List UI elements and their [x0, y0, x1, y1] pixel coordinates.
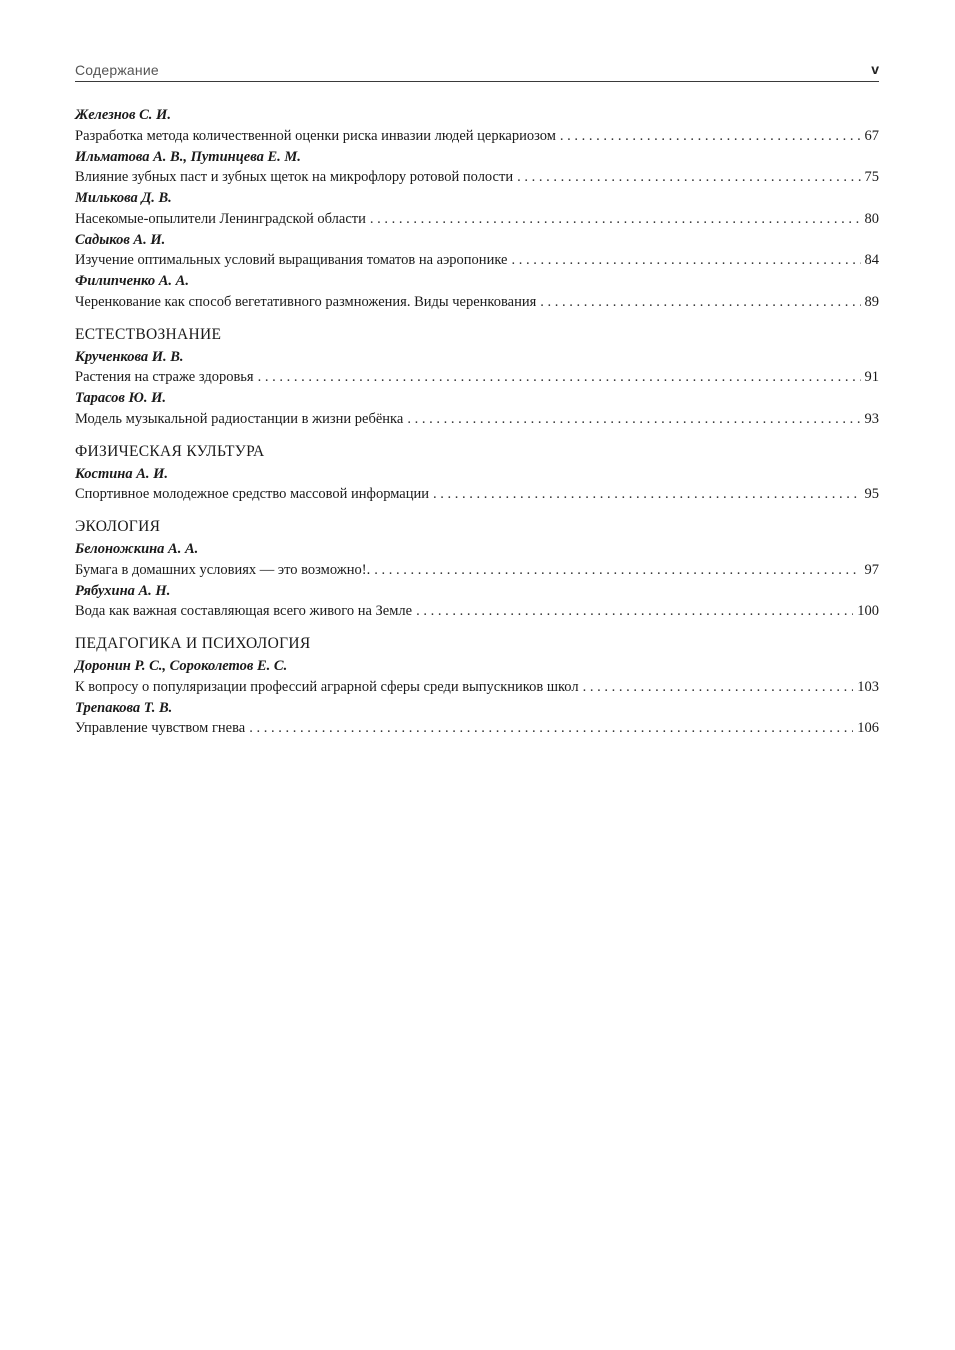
toc-item — [75, 147, 879, 189]
toc-entry-page: 91 — [864, 369, 879, 385]
toc-entry-page: 67 — [864, 127, 879, 144]
toc-entry-page: 84 — [864, 252, 879, 268]
toc-entry-page: 93 — [864, 410, 879, 427]
toc-entry-link[interactable] — [75, 560, 879, 581]
toc-entry-page: 97 — [864, 561, 879, 578]
section-heading: ЕСТЕСТВОЗНАНИЕ — [75, 325, 222, 343]
dot-leader — [540, 292, 860, 313]
toc-author: Филипченко А. А. — [75, 273, 189, 289]
toc-entry-link[interactable] — [75, 601, 879, 622]
toc-item — [75, 464, 879, 506]
toc-item — [75, 656, 879, 698]
dot-leader — [374, 560, 860, 581]
toc-entry-link[interactable] — [75, 209, 879, 230]
toc-entry-title: Вода как важная составляющая всего живого на Земле — [75, 603, 413, 619]
dot-leader — [407, 409, 860, 430]
toc-author: Крученкова И. В. — [75, 348, 184, 365]
toc-entry-title: Бумага в домашних условиях — это возможно!. — [75, 561, 371, 578]
table-of-contents — [75, 105, 879, 739]
toc-entry-title: К вопросу о популяризации профессий аграрной сферы среди выпускников школ — [75, 678, 579, 695]
toc-entry-page: 100 — [857, 603, 879, 619]
dot-leader — [517, 167, 860, 188]
dot-leader — [433, 484, 860, 505]
toc-author: Костина А. И. — [75, 465, 169, 482]
section-heading: ФИЗИЧЕСКАЯ КУЛЬТУРА — [75, 442, 265, 460]
toc-entry-title: Влияние зубных паст и зубных щеток на микрофлору ротовой полости — [75, 169, 514, 185]
toc-author: Железнов С. И. — [75, 107, 171, 123]
toc-item — [75, 188, 879, 230]
section-heading: ЭКОЛОГИЯ — [75, 518, 161, 535]
toc-entry-link[interactable] — [75, 167, 879, 188]
toc-entry-link[interactable] — [75, 250, 879, 271]
toc-entry-page: 89 — [864, 293, 879, 310]
running-head-title: Содержание — [75, 62, 159, 78]
dot-leader — [583, 677, 854, 698]
toc-item — [75, 271, 879, 313]
page-number: v — [871, 61, 879, 77]
toc-author: Тарасов Ю. И. — [75, 390, 166, 406]
toc-entry-page: 75 — [864, 169, 879, 185]
toc-entry-link[interactable] — [75, 292, 879, 313]
toc-entry-link[interactable] — [75, 126, 879, 147]
toc-entry-title: Растения на страже здоровья — [75, 369, 254, 385]
dot-leader — [370, 209, 861, 230]
toc-author: Рябухина А. Н. — [75, 582, 171, 599]
dot-leader — [560, 126, 861, 147]
toc-author: Доронин Р. С., Сороколетов Е. С. — [75, 658, 288, 674]
toc-item — [75, 539, 879, 581]
toc-entry-page: 80 — [864, 210, 879, 227]
toc-entry-link[interactable] — [75, 409, 879, 430]
dot-leader — [416, 601, 853, 622]
section-heading: ПЕДАГОГИКА И ПСИХОЛОГИЯ — [75, 635, 311, 652]
toc-entry-page: 95 — [864, 486, 879, 502]
toc-entry-link[interactable] — [75, 677, 879, 698]
toc-author: Белоножкина А. А. — [75, 541, 199, 557]
toc-author: Милькова Д. В. — [75, 190, 172, 206]
toc-item — [75, 388, 879, 430]
toc-entry-link[interactable] — [75, 718, 879, 739]
toc-author: Ильматова А. В., Путинцева Е. М. — [75, 148, 301, 165]
toc-entry-title: Управление чувством гнева — [75, 720, 246, 736]
toc-entry-title: Спортивное молодежное средство массовой информации — [75, 486, 430, 502]
toc-entry-page: 103 — [857, 678, 879, 695]
dot-leader — [511, 250, 860, 271]
toc-item — [75, 581, 879, 623]
toc-item — [75, 698, 879, 740]
toc-item — [75, 347, 879, 389]
toc-entry-link[interactable] — [75, 367, 879, 388]
toc-entry-title: Насекомые-опылители Ленинградской области — [75, 210, 366, 227]
toc-author: Трепакова Т. В. — [75, 699, 173, 716]
toc-entry-title: Изучение оптимальных условий выращивания томатов на аэропонике — [75, 252, 508, 268]
dot-leader — [258, 367, 861, 388]
toc-item — [75, 230, 879, 272]
toc-entry-title: Черенкование как способ вегетативного размножения. Виды черенкования — [75, 293, 537, 310]
toc-item — [75, 105, 879, 147]
toc-entry-title: Модель музыкальной радиостанции в жизни ребёнка — [75, 410, 404, 427]
page-header — [75, 60, 879, 82]
toc-entry-title: Разработка метода количественной оценки риска инвазии людей церкариозом — [75, 127, 556, 144]
toc-entry-page: 106 — [857, 720, 879, 736]
dot-leader — [249, 718, 853, 739]
toc-author: Садыков А. И. — [75, 231, 166, 248]
toc-entry-link[interactable] — [75, 484, 879, 505]
